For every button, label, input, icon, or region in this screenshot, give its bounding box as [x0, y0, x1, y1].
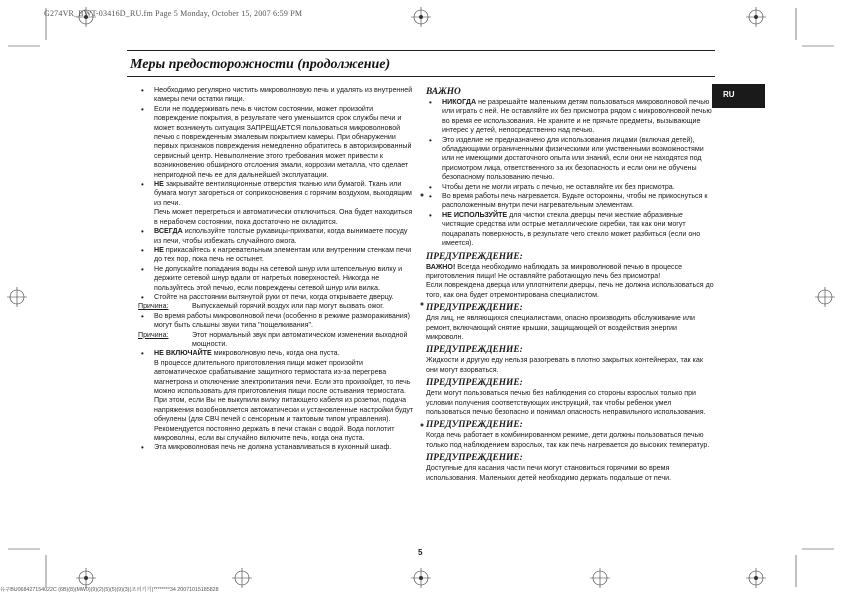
- important-heading: ВАЖНО: [426, 87, 461, 97]
- title-rule-bottom: [127, 76, 715, 77]
- list-item: • НЕ ВКЛЮЧАЙТЕ микроволновую печь, когда она пуста.: [138, 349, 414, 358]
- list-item: • Это изделие не предназначено для использования лицами (включая детей), обладающими ограниченными физическими или умственными возможностями или не имеющими достаточного опыта или знаний, если они не находятся под присмотром лица, ответственного за их безопасность и если они не обучены безопасному пользованию печью.: [426, 136, 716, 183]
- cause-label: Причина:: [138, 302, 169, 311]
- list-item: • ВСЕГДА используйте толстые рукавицы-прихватки, когда вынимаете посуду из печи, чтобы избежать случайного ожога.: [138, 227, 414, 246]
- paragraph: В процессе длительного приготовления пищи может произойти автоматическое срабатывание защитного термостата из-за перегрева магнетрона и отключение электропитания печи. Если это произойдет, то печь можно использовать для приготовления пищи после остывания термостата. При этом, если Вы не выкупили вилку питающего кабеля из розетки, подача напряжения возобновляется автоматически и установленные настройки будут обнулены (для СВЧ печей с сенсорным и тактовым типом управления). Рекомендуется постоянно держать в печи стакан с водой. Вода поглотит микроволны, если вы случайно включите печь, когда она пуста.: [154, 358, 414, 443]
- list-item: • Во время работы микроволновой печи (особенно в режиме размораживания) могут быть слышны звуки типа "пощелкивания".: [138, 312, 414, 331]
- warning-text: Когда печь работает в комбинированном режиме, дети должны пользоваться печью только под наблюдением взрослых, так как печь нагревается до высоких температур.: [426, 431, 710, 449]
- right-column: [426, 86, 716, 483]
- warning-heading: ПРЕДУПРЕЖДЕНИЕ:: [426, 251, 523, 262]
- paragraph: Печь может перегреться и автоматически отключиться. Она будет находиться в нерабочем состоянии, пока достаточно не охладится.: [154, 208, 413, 226]
- list-item: • Если не поддерживать печь в чистом состоянии, может произойти повреждение покрытия, в результате чего уменьшится срок службы печи и может возникнуть ситуация ЗАПРЕЩАЕТСЯ пользоваться микроволновой печью с поврежденным эмалевым покрытием камеры. При обнаружении первых признаков повреждения немедленно обратитесь в авторизированный сервисный центр. Невыполнение этого требования может привести к возникновению обширного отслоения эмали, коррозии металла, что сделает непригодной печь ее для дальнейшей эксплуатации.: [138, 105, 414, 180]
- list-item: • Не допускайте попадания воды на сетевой шнур или штепсельную вилку и держите сетевой шнур вдали от нагретых поверхностей. Никогда не пользуйтесь этой печью, если повреждены сетевой шнур или вилка.: [138, 265, 414, 293]
- warning-heading: ПРЕДУПРЕЖДЕНИЕ:: [426, 345, 523, 356]
- title-rule-top: [127, 50, 715, 51]
- cause-row: [138, 331, 414, 350]
- list-item: • НЕ закрывайте вентиляционные отверстия тканью или бумагой. Ткань или бумага могут загореться от соприкосновения с горячим воздухом, выходящим из печи.: [138, 180, 414, 208]
- warning-text: Для лиц, не являющихся специалистами, опасно производить обслуживание или ремонт, включающий снятие крышки, защищающей от воздействия энергии микроволн.: [426, 314, 695, 341]
- warning-text: ВАЖНО! Всегда необходимо наблюдать за микроволновой печью в процессе приготовления пищи! Не оставляйте работающую печь без присмотра!: [426, 262, 683, 280]
- page-number: 5: [418, 548, 423, 557]
- file-header: G274VR_BWT-03416D_RU.fm Page 5 Monday, October 15, 2007 6:59 PM: [44, 9, 303, 18]
- warning-heading: ПРЕДУПРЕЖДЕНИЕ:: [426, 378, 523, 389]
- list-item: • НИКОГДА не разрешайте маленьким детям пользоваться микроволновой печью или играть с ней. Не оставляйте их без присмотра рядом с микроволновой печью во время ее использования. Не храните и не прячьте предметы, вызывающие интерес у детей, непосредственно над печью.: [426, 98, 716, 136]
- list-item: • НЕ прикасайтесь к нагревательным элементам или внутренним стенкам печи до тех пор, пока печь не остынет.: [138, 246, 414, 265]
- print-footer: 유구BU068427154022C (6B)(8)(MW0)(9)(2)(5)(5)(9)(3)(조리기기)********34 20071015185828: [0, 587, 219, 593]
- cause-row: [138, 302, 414, 311]
- list-item: • Эта микроволновая печь не должна устанавливаться в кухонный шкаф.: [138, 443, 414, 452]
- list-item: • НЕ ИСПОЛЬЗУЙТЕ для чистки стекла дверцы печи жесткие абразивные чистящие средства или острые металлические скребки, так как они могут поцарапать поверхность, в результате чего стекло может разбиться (если оно имеется).: [426, 211, 716, 249]
- cause-text: Выпускаемый горячий воздух или пар могут вызвать ожог.: [192, 302, 384, 311]
- page-title: Меры предосторожности (продолжение): [130, 57, 391, 72]
- left-column: [138, 86, 414, 453]
- warning-text: Если повреждена дверца или уплотнители дверцы, печь не должна использоваться до того, как она будет отремонтирована специалистом.: [426, 281, 714, 299]
- warning-heading: ПРЕДУПРЕЖДЕНИЕ:: [426, 453, 523, 464]
- list-item: • Во время работы печь нагревается. Будьте осторожны, чтобы не прикоснуться к расположенным внутри печи нагревательным элементам.: [426, 192, 716, 211]
- list-item: • Чтобы дети не могли играть с печью, не оставляйте их без присмотра.: [426, 183, 716, 192]
- language-tab: RU: [712, 84, 765, 108]
- warning-text: Жидкости и другую еду нельзя разогревать в плотно закрытых контейнерах, так как они могут взорваться.: [426, 356, 703, 374]
- warning-heading: ПРЕДУПРЕЖДЕНИЕ:: [426, 420, 523, 431]
- list-item: • Стойте на расстоянии вытянутой руки от печи, когда открываете дверцу.: [138, 293, 414, 302]
- cause-text: Этот нормальный звук при автоматическом изменении выходной мощности.: [192, 330, 408, 348]
- cause-label: Причина:: [138, 330, 169, 339]
- list-item: • Необходимо регулярно чистить микроволновую печь и удалять из внутренней камеры печи остатки пищи.: [138, 86, 414, 105]
- warning-text: Дети могут пользоваться печью без наблюдения со стороны взрослых только при условии получения соответствующих инструкций, так чтобы ребенок умел пользоваться печью безопасно и понимал опасность неправильного использования.: [426, 389, 706, 416]
- warning-heading: ПРЕДУПРЕЖДЕНИЕ:: [426, 303, 523, 314]
- warning-text: Доступные для касания части печи могут становиться горячими во время использования. Маленьких детей необходимо держать подальше от печи.: [426, 464, 672, 482]
